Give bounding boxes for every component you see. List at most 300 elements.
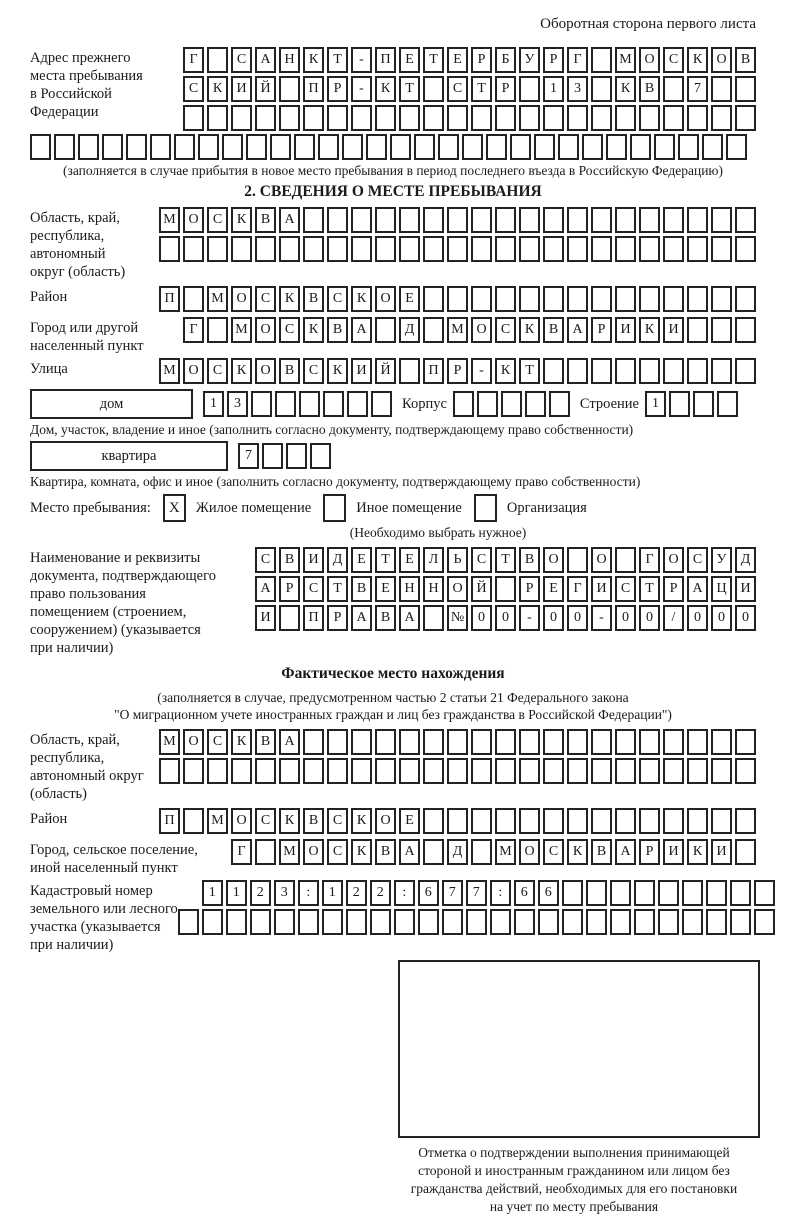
char-cell: П xyxy=(159,286,180,312)
char-cell xyxy=(567,105,588,131)
char-cell xyxy=(754,909,775,935)
char-cell xyxy=(183,808,204,834)
checkbox-zhiloe: X xyxy=(163,494,186,522)
apartment-box: квартира xyxy=(30,441,228,471)
char-cell xyxy=(310,443,331,469)
char-cell: - xyxy=(471,358,492,384)
char-cell: Г xyxy=(639,547,660,573)
char-cell xyxy=(279,758,300,784)
char-cell xyxy=(606,134,627,160)
char-cell xyxy=(591,729,612,755)
street-label: Улица xyxy=(30,361,68,377)
char-cell: Й xyxy=(375,358,396,384)
char-cell: Г xyxy=(231,839,252,865)
cadastre-row-2 xyxy=(178,909,775,935)
char-cell xyxy=(591,808,612,834)
char-cell xyxy=(634,909,655,935)
char-cell: Т xyxy=(423,47,444,73)
char-cell: М xyxy=(159,207,180,233)
factual-district-label: Район xyxy=(30,811,68,827)
char-cell: К xyxy=(351,808,372,834)
char-cell: Р xyxy=(447,358,468,384)
char-cell: 7 xyxy=(687,76,708,102)
char-cell xyxy=(567,358,588,384)
char-cell xyxy=(663,286,684,312)
stay-type-label: Место пребывания: xyxy=(30,499,151,516)
char-cell xyxy=(423,286,444,312)
char-cell xyxy=(735,207,756,233)
factual-city-row xyxy=(231,839,756,865)
char-cell: - xyxy=(351,76,372,102)
char-cell: Д xyxy=(327,547,348,573)
char-cell: О xyxy=(591,547,612,573)
char-cell xyxy=(654,134,675,160)
stay-option-zhiloe-label: Жилое помещение xyxy=(195,499,312,516)
cadastre-field xyxy=(30,880,756,954)
char-cell: П xyxy=(159,808,180,834)
apartment-note: Квартира, комната, офис и иное (заполнить согласно документу, подтверждающему право собственности) xyxy=(30,474,641,489)
char-cell xyxy=(519,105,540,131)
street-row xyxy=(159,358,756,384)
char-cell: 0 xyxy=(687,605,708,631)
char-cell: С xyxy=(255,808,276,834)
char-cell xyxy=(207,236,228,262)
char-cell: Р xyxy=(327,605,348,631)
char-cell: Е xyxy=(399,47,420,73)
char-cell: 0 xyxy=(471,605,492,631)
char-cell: И xyxy=(351,358,372,384)
char-cell xyxy=(735,317,756,343)
char-cell: В xyxy=(351,576,372,602)
char-cell: С xyxy=(327,839,348,865)
char-cell xyxy=(447,286,468,312)
char-cell: С xyxy=(495,317,516,343)
document-row-1 xyxy=(255,547,756,573)
prev-address-field xyxy=(30,47,756,131)
char-cell xyxy=(423,105,444,131)
char-cell xyxy=(639,729,660,755)
char-cell xyxy=(669,391,690,417)
factual-region-row-2 xyxy=(159,758,756,784)
char-cell: С xyxy=(303,576,324,602)
char-cell xyxy=(514,909,535,935)
char-cell: Р xyxy=(279,576,300,602)
char-cell: В xyxy=(303,286,324,312)
char-cell: И xyxy=(231,76,252,102)
char-cell: О xyxy=(375,286,396,312)
char-cell xyxy=(567,758,588,784)
char-cell: В xyxy=(591,839,612,865)
char-cell xyxy=(519,729,540,755)
char-cell xyxy=(615,207,636,233)
char-cell: 1 xyxy=(543,76,564,102)
char-cell xyxy=(615,105,636,131)
char-cell: О xyxy=(663,547,684,573)
char-cell xyxy=(711,317,732,343)
char-cell xyxy=(207,105,228,131)
char-cell xyxy=(591,207,612,233)
char-cell xyxy=(658,880,679,906)
char-cell xyxy=(519,207,540,233)
char-cell: С xyxy=(663,47,684,73)
char-cell xyxy=(471,808,492,834)
char-cell xyxy=(562,880,583,906)
char-cell xyxy=(735,236,756,262)
char-cell: Р xyxy=(543,47,564,73)
char-cell xyxy=(327,105,348,131)
char-cell: А xyxy=(687,576,708,602)
char-cell: О xyxy=(231,286,252,312)
char-cell xyxy=(279,76,300,102)
char-cell xyxy=(519,76,540,102)
cadastre-row-1 xyxy=(202,880,775,906)
char-cell: М xyxy=(447,317,468,343)
char-cell xyxy=(663,105,684,131)
char-cell xyxy=(347,391,368,417)
char-cell xyxy=(687,236,708,262)
city-label: Город или другой населенный пункт xyxy=(30,320,144,354)
factual-city-field xyxy=(30,839,756,877)
char-cell xyxy=(303,758,324,784)
char-cell xyxy=(711,729,732,755)
char-cell xyxy=(447,236,468,262)
char-cell: 3 xyxy=(227,391,248,417)
char-cell xyxy=(226,909,247,935)
char-cell: А xyxy=(255,47,276,73)
char-cell xyxy=(639,105,660,131)
char-cell xyxy=(126,134,147,160)
char-cell xyxy=(495,207,516,233)
char-cell: Р xyxy=(495,76,516,102)
char-cell: К xyxy=(231,207,252,233)
char-cell xyxy=(615,358,636,384)
char-cell: М xyxy=(207,286,228,312)
char-cell xyxy=(562,909,583,935)
char-cell xyxy=(663,207,684,233)
char-cell xyxy=(543,729,564,755)
char-cell xyxy=(495,729,516,755)
char-cell xyxy=(543,358,564,384)
char-cell: 0 xyxy=(543,605,564,631)
char-cell xyxy=(687,105,708,131)
char-cell xyxy=(711,758,732,784)
char-cell: Р xyxy=(327,76,348,102)
char-cell xyxy=(567,729,588,755)
char-cell: О xyxy=(183,729,204,755)
char-cell xyxy=(495,286,516,312)
char-cell: М xyxy=(495,839,516,865)
char-cell xyxy=(447,808,468,834)
char-cell xyxy=(251,391,272,417)
char-cell: Т xyxy=(471,76,492,102)
char-cell xyxy=(639,758,660,784)
factual-region-row-1 xyxy=(159,729,756,755)
char-cell xyxy=(174,134,195,160)
char-cell xyxy=(447,758,468,784)
char-cell: Е xyxy=(375,576,396,602)
cadastre-label: Кадастровый номер земельного или лесного участка (указывается при наличии) xyxy=(30,883,178,953)
checkbox-organizaciya xyxy=(474,494,497,522)
district-label: Район xyxy=(30,289,68,305)
char-cell xyxy=(399,105,420,131)
char-cell xyxy=(591,105,612,131)
char-cell xyxy=(351,758,372,784)
city-row xyxy=(183,317,756,343)
char-cell: Р xyxy=(591,317,612,343)
char-cell xyxy=(543,105,564,131)
char-cell xyxy=(322,909,343,935)
char-cell: Б xyxy=(495,47,516,73)
char-cell xyxy=(534,134,555,160)
char-cell xyxy=(658,909,679,935)
char-cell xyxy=(682,909,703,935)
char-cell xyxy=(262,443,283,469)
char-cell: Ц xyxy=(711,576,732,602)
char-cell: И xyxy=(255,605,276,631)
char-cell xyxy=(183,758,204,784)
char-cell: Н xyxy=(399,576,420,602)
char-cell xyxy=(423,605,444,631)
house-box: дом xyxy=(30,389,193,419)
char-cell: Г xyxy=(183,317,204,343)
char-cell xyxy=(711,286,732,312)
char-cell: 1 xyxy=(203,391,224,417)
char-cell: О xyxy=(543,547,564,573)
char-cell: Й xyxy=(471,576,492,602)
char-cell xyxy=(711,358,732,384)
char-cell: П xyxy=(303,605,324,631)
char-cell xyxy=(687,358,708,384)
char-cell: 7 xyxy=(442,880,463,906)
char-cell xyxy=(634,880,655,906)
char-cell xyxy=(615,236,636,262)
char-cell: 0 xyxy=(735,605,756,631)
house-note: Дом, участок, владение и иное (заполнить согласно документу, подтверждающему право собственности) xyxy=(30,422,634,437)
char-cell xyxy=(207,317,228,343)
char-cell xyxy=(682,880,703,906)
char-cell xyxy=(543,758,564,784)
char-cell xyxy=(183,105,204,131)
char-cell: И xyxy=(615,317,636,343)
char-cell xyxy=(102,134,123,160)
char-cell: М xyxy=(615,47,636,73)
char-cell: Д xyxy=(447,839,468,865)
char-cell xyxy=(274,909,295,935)
char-cell xyxy=(693,391,714,417)
char-cell xyxy=(567,808,588,834)
char-cell: 2 xyxy=(346,880,367,906)
char-cell: К xyxy=(279,286,300,312)
char-cell: И xyxy=(303,547,324,573)
char-cell xyxy=(423,729,444,755)
stroenie-cells xyxy=(645,391,738,417)
char-cell xyxy=(615,286,636,312)
prev-address-row-4 xyxy=(30,134,756,160)
char-cell xyxy=(519,808,540,834)
char-cell xyxy=(663,76,684,102)
char-cell xyxy=(183,286,204,312)
char-cell: Н xyxy=(279,47,300,73)
region-label: Область, край, республика, автономный округ (область) xyxy=(30,210,126,280)
house-number-cells xyxy=(203,391,392,417)
char-cell: Ь xyxy=(447,547,468,573)
char-cell: А xyxy=(615,839,636,865)
char-cell xyxy=(495,808,516,834)
char-cell: - xyxy=(351,47,372,73)
char-cell xyxy=(399,758,420,784)
char-cell: М xyxy=(159,358,180,384)
char-cell: К xyxy=(327,358,348,384)
char-cell: Н xyxy=(423,576,444,602)
char-cell: М xyxy=(207,808,228,834)
char-cell: Т xyxy=(327,47,348,73)
char-cell xyxy=(453,391,474,417)
char-cell xyxy=(486,134,507,160)
char-cell: 0 xyxy=(615,605,636,631)
char-cell xyxy=(399,729,420,755)
char-cell: С xyxy=(471,547,492,573)
char-cell xyxy=(711,105,732,131)
char-cell xyxy=(159,236,180,262)
char-cell xyxy=(303,207,324,233)
char-cell: С xyxy=(207,207,228,233)
char-cell xyxy=(423,236,444,262)
char-cell: И xyxy=(711,839,732,865)
char-cell: : xyxy=(394,880,415,906)
char-cell: К xyxy=(495,358,516,384)
prev-address-label: Адрес прежнего места пребывания в Российской Федерации xyxy=(30,50,143,120)
char-cell xyxy=(586,880,607,906)
char-cell xyxy=(447,105,468,131)
char-cell: И xyxy=(591,576,612,602)
char-cell: 7 xyxy=(238,443,259,469)
apartment-cells xyxy=(238,443,331,469)
char-cell xyxy=(687,207,708,233)
char-cell xyxy=(711,207,732,233)
factual-city-label: Город, сельское поселение, иной населенный пункт xyxy=(30,842,198,876)
char-cell xyxy=(275,391,296,417)
char-cell xyxy=(351,207,372,233)
char-cell xyxy=(586,909,607,935)
char-cell xyxy=(286,443,307,469)
char-cell: 1 xyxy=(322,880,343,906)
char-cell: 6 xyxy=(538,880,559,906)
char-cell: 0 xyxy=(639,605,660,631)
char-cell xyxy=(735,286,756,312)
char-cell: У xyxy=(711,547,732,573)
char-cell xyxy=(730,909,751,935)
char-cell xyxy=(663,236,684,262)
char-cell: У xyxy=(519,47,540,73)
char-cell xyxy=(231,758,252,784)
char-cell: Л xyxy=(423,547,444,573)
char-cell: О xyxy=(183,207,204,233)
char-cell xyxy=(375,729,396,755)
char-cell xyxy=(414,134,435,160)
char-cell xyxy=(346,909,367,935)
char-cell xyxy=(558,134,579,160)
char-cell xyxy=(663,358,684,384)
char-cell: О xyxy=(447,576,468,602)
char-cell xyxy=(231,236,252,262)
char-cell: 7 xyxy=(466,880,487,906)
char-cell: Е xyxy=(399,286,420,312)
char-cell xyxy=(471,105,492,131)
char-cell: В xyxy=(255,207,276,233)
char-cell xyxy=(615,808,636,834)
char-cell xyxy=(639,286,660,312)
char-cell: П xyxy=(375,47,396,73)
char-cell xyxy=(477,391,498,417)
district-row xyxy=(159,286,756,312)
char-cell xyxy=(202,909,223,935)
char-cell xyxy=(462,134,483,160)
char-cell xyxy=(630,134,651,160)
region-row-1 xyxy=(159,207,756,233)
checkbox-inoe xyxy=(323,494,346,522)
char-cell xyxy=(591,286,612,312)
char-cell xyxy=(207,47,228,73)
char-cell: С xyxy=(327,286,348,312)
char-cell xyxy=(423,76,444,102)
char-cell: В xyxy=(279,358,300,384)
char-cell xyxy=(298,909,319,935)
stay-type-note: (Необходимо выбрать нужное) xyxy=(349,525,527,540)
page-side-note: Оборотная сторона первого листа xyxy=(540,16,756,32)
char-cell: А xyxy=(351,605,372,631)
char-cell xyxy=(706,909,727,935)
korpus-label: Корпус xyxy=(402,395,447,412)
char-cell xyxy=(303,729,324,755)
char-cell: М xyxy=(231,317,252,343)
char-cell: К xyxy=(519,317,540,343)
char-cell: 1 xyxy=(226,880,247,906)
char-cell: К xyxy=(351,839,372,865)
char-cell xyxy=(615,758,636,784)
char-cell xyxy=(610,880,631,906)
char-cell: Е xyxy=(399,808,420,834)
char-cell: М xyxy=(159,729,180,755)
char-cell: 6 xyxy=(514,880,535,906)
char-cell xyxy=(375,758,396,784)
char-cell xyxy=(270,134,291,160)
document-field xyxy=(30,547,756,657)
char-cell xyxy=(615,729,636,755)
char-cell xyxy=(711,76,732,102)
korpus-cells xyxy=(453,391,570,417)
char-cell: О xyxy=(711,47,732,73)
char-cell: В xyxy=(303,808,324,834)
char-cell xyxy=(351,105,372,131)
char-cell xyxy=(711,236,732,262)
char-cell: В xyxy=(735,47,756,73)
char-cell xyxy=(543,286,564,312)
char-cell: : xyxy=(490,880,511,906)
char-cell xyxy=(567,236,588,262)
document-row-3 xyxy=(255,605,756,631)
char-cell: С xyxy=(231,47,252,73)
char-cell xyxy=(591,76,612,102)
stamp-box xyxy=(398,960,760,1138)
char-cell: И xyxy=(663,839,684,865)
char-cell xyxy=(30,134,51,160)
char-cell xyxy=(510,134,531,160)
char-cell: О xyxy=(183,358,204,384)
char-cell xyxy=(687,729,708,755)
char-cell xyxy=(279,605,300,631)
char-cell xyxy=(207,758,228,784)
region-row-2 xyxy=(159,236,756,262)
